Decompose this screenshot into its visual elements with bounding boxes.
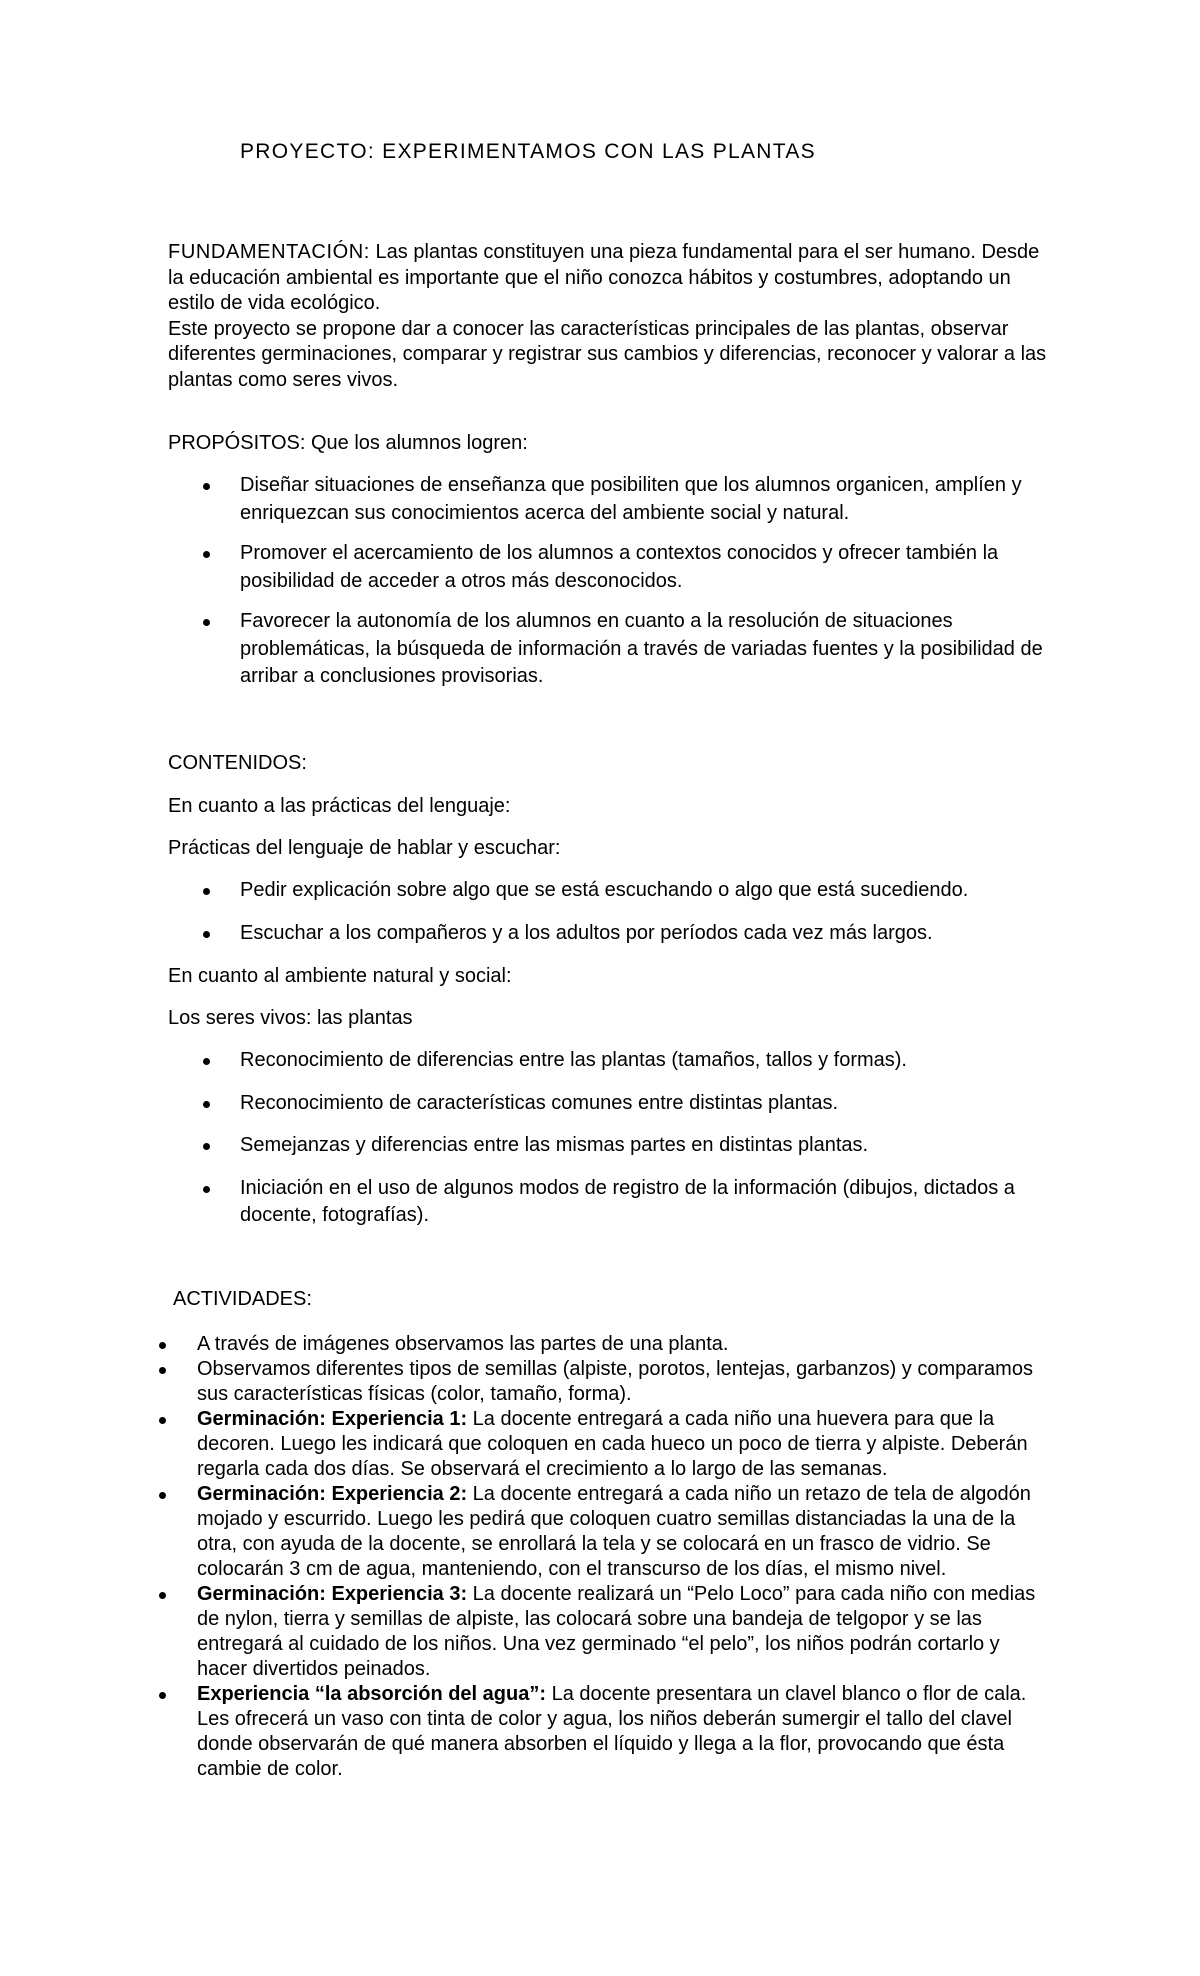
list-item-text: La docente entregará a cada niño un retazo de tela de algodón mojado y escurrido. Luego les pedirá que coloquen cuatro semillas distanciadas la una de la otra, con ayuda de la docente, se enrollará la tela y se colocará en un frasco de vidrio. Se colocarán 3 cm de agua, manteniendo, con el transcurso de los días, el mismo nivel. <box>197 1483 1031 1580</box>
bullet-icon <box>159 1492 166 1499</box>
fundamentacion-paragraph-1 <box>168 240 1048 317</box>
list-item-text: A través de imágenes observamos las partes de una planta. <box>197 1333 729 1355</box>
list-item <box>168 920 1048 948</box>
hablar-heading: Prácticas del lenguaje de hablar y escuchar: <box>168 837 561 859</box>
bullet-icon <box>203 551 210 558</box>
list-item-text: Diseñar situaciones de enseñanza que posibiliten que los alumnos organicen, amplíen y enriquezcan sus conocimientos acerca del ambiente social y natural. <box>240 474 1022 524</box>
list-item-bold: Germinación: Experiencia 3: <box>197 1583 468 1605</box>
bullet-icon <box>203 619 210 626</box>
bullet-icon <box>159 1592 166 1599</box>
actividades-heading: ACTIVIDADES: <box>173 1288 312 1310</box>
list-item <box>144 1582 1054 1682</box>
fundamentacion-label: FUNDAMENTACIÓN: <box>168 241 370 263</box>
bullet-icon <box>159 1342 166 1349</box>
list-item <box>168 540 1048 595</box>
list-item-bold: Germinación: Experiencia 1: <box>197 1408 468 1430</box>
list-item-text: Promover el acercamiento de los alumnos a contextos conocidos y ofrecer también la posibilidad de acceder a otros más desconocidos. <box>240 542 999 592</box>
list-item <box>168 1090 1048 1118</box>
list-item-text: Observamos diferentes tipos de semillas (alpiste, porotos, lentejas, garbanzos) y comparamos sus características físicas (color, tamaño, forma). <box>197 1358 1033 1405</box>
contenidos-heading: CONTENIDOS: <box>168 752 307 774</box>
bullet-icon <box>203 1101 210 1108</box>
list-item <box>168 472 1048 527</box>
list-item-bold: Germinación: Experiencia 2: <box>197 1483 468 1505</box>
list-item-text: Escuchar a los compañeros y a los adultos por períodos cada vez más largos. <box>240 921 933 944</box>
list-item <box>144 1482 1054 1582</box>
fundamentacion-section <box>168 240 1048 393</box>
list-item <box>168 877 1048 905</box>
bullet-icon <box>203 1186 210 1193</box>
actividades-list <box>144 1332 1054 1782</box>
propositos-heading: PROPÓSITOS: Que los alumnos logren: <box>168 432 528 454</box>
bullet-icon <box>159 1417 166 1424</box>
list-item-text: La docente entregará a cada niño una huevera para que la decoren. Luego les indicará que coloquen en cada hueco un poco de tierra y alpiste. Deberán regarla cada dos días. Se observará el crecimiento a lo largo de las semanas. <box>197 1408 1028 1480</box>
seres-vivos-list <box>168 1047 1048 1230</box>
lenguaje-heading: En cuanto a las prácticas del lenguaje: <box>168 795 511 817</box>
bullet-icon <box>203 1058 210 1065</box>
list-item <box>144 1357 1054 1407</box>
list-item-text: Iniciación en el uso de algunos modos de registro de la información (dibujos, dictados a docente, fotografías). <box>240 1176 1015 1226</box>
bullet-icon <box>159 1692 166 1699</box>
list-item-text: Favorecer la autonomía de los alumnos en cuanto a la resolución de situaciones problemáticas, la búsqueda de información a través de variadas fuentes y la posibilidad de arribar a conclusiones provisorias. <box>240 610 1043 687</box>
bullet-icon <box>203 888 210 895</box>
list-item-text: Reconocimiento de diferencias entre las plantas (tamaños, tallos y formas). <box>240 1049 907 1071</box>
propositos-list <box>168 472 1048 691</box>
list-item <box>168 1175 1048 1230</box>
list-item <box>168 1047 1048 1075</box>
fundamentacion-paragraph-2: Este proyecto se propone dar a conocer las características principales de las plantas, observar diferentes germinaciones, comparar y registrar sus cambios y diferencias, reconocer y valorar a las plantas como seres vivos. <box>168 317 1047 391</box>
list-item-bold: Experiencia “la absorción del agua”: <box>197 1683 547 1705</box>
list-item-text: Pedir explicación sobre algo que se está escuchando o algo que está sucediendo. <box>240 879 969 901</box>
ambiente-heading: En cuanto al ambiente natural y social: <box>168 965 512 987</box>
list-item-text: Semejanzas y diferencias entre las mismas partes en distintas plantas. <box>240 1134 869 1156</box>
document-title: PROYECTO: EXPERIMENTAMOS CON LAS PLANTAS <box>240 140 816 163</box>
list-item <box>168 1132 1048 1160</box>
hablar-list <box>168 877 1048 947</box>
list-item-text: Reconocimiento de características comunes entre distintas plantas. <box>240 1091 839 1114</box>
bullet-icon <box>159 1367 166 1374</box>
list-item <box>144 1682 1054 1782</box>
bullet-icon <box>203 483 210 490</box>
fundamentacion-text-1: Las plantas constituyen una pieza fundamental para el ser humano. Desde la educación ambiental es importante que el niño conozca hábitos y costumbres, adoptando un estilo de vida ecológico. <box>168 241 1040 314</box>
list-item <box>168 608 1048 691</box>
list-item-text: La docente realizará un “Pelo Loco” para cada niño con medias de nylon, tierra y semillas de alpiste, las colocará sobre una bandeja de telgopor y se las entregará al cuidado de los niños. Una vez germinado “el pelo”, los niños podrán cortarlo y hacer divertidos peinados. <box>197 1583 1036 1680</box>
list-item <box>144 1332 1054 1357</box>
seres-vivos-heading: Los seres vivos: las plantas <box>168 1007 413 1029</box>
bullet-icon <box>203 931 210 938</box>
list-item <box>144 1407 1054 1482</box>
list-item-text: La docente presentara un clavel blanco o flor de cala. Les ofrecerá un vaso con tinta de color y agua, los niños deberán sumergir el tallo del clavel donde observarán de qué manera absorben el líquido y llega a la flor, provocando que ésta cambie de color. <box>197 1683 1027 1780</box>
bullet-icon <box>203 1143 210 1150</box>
